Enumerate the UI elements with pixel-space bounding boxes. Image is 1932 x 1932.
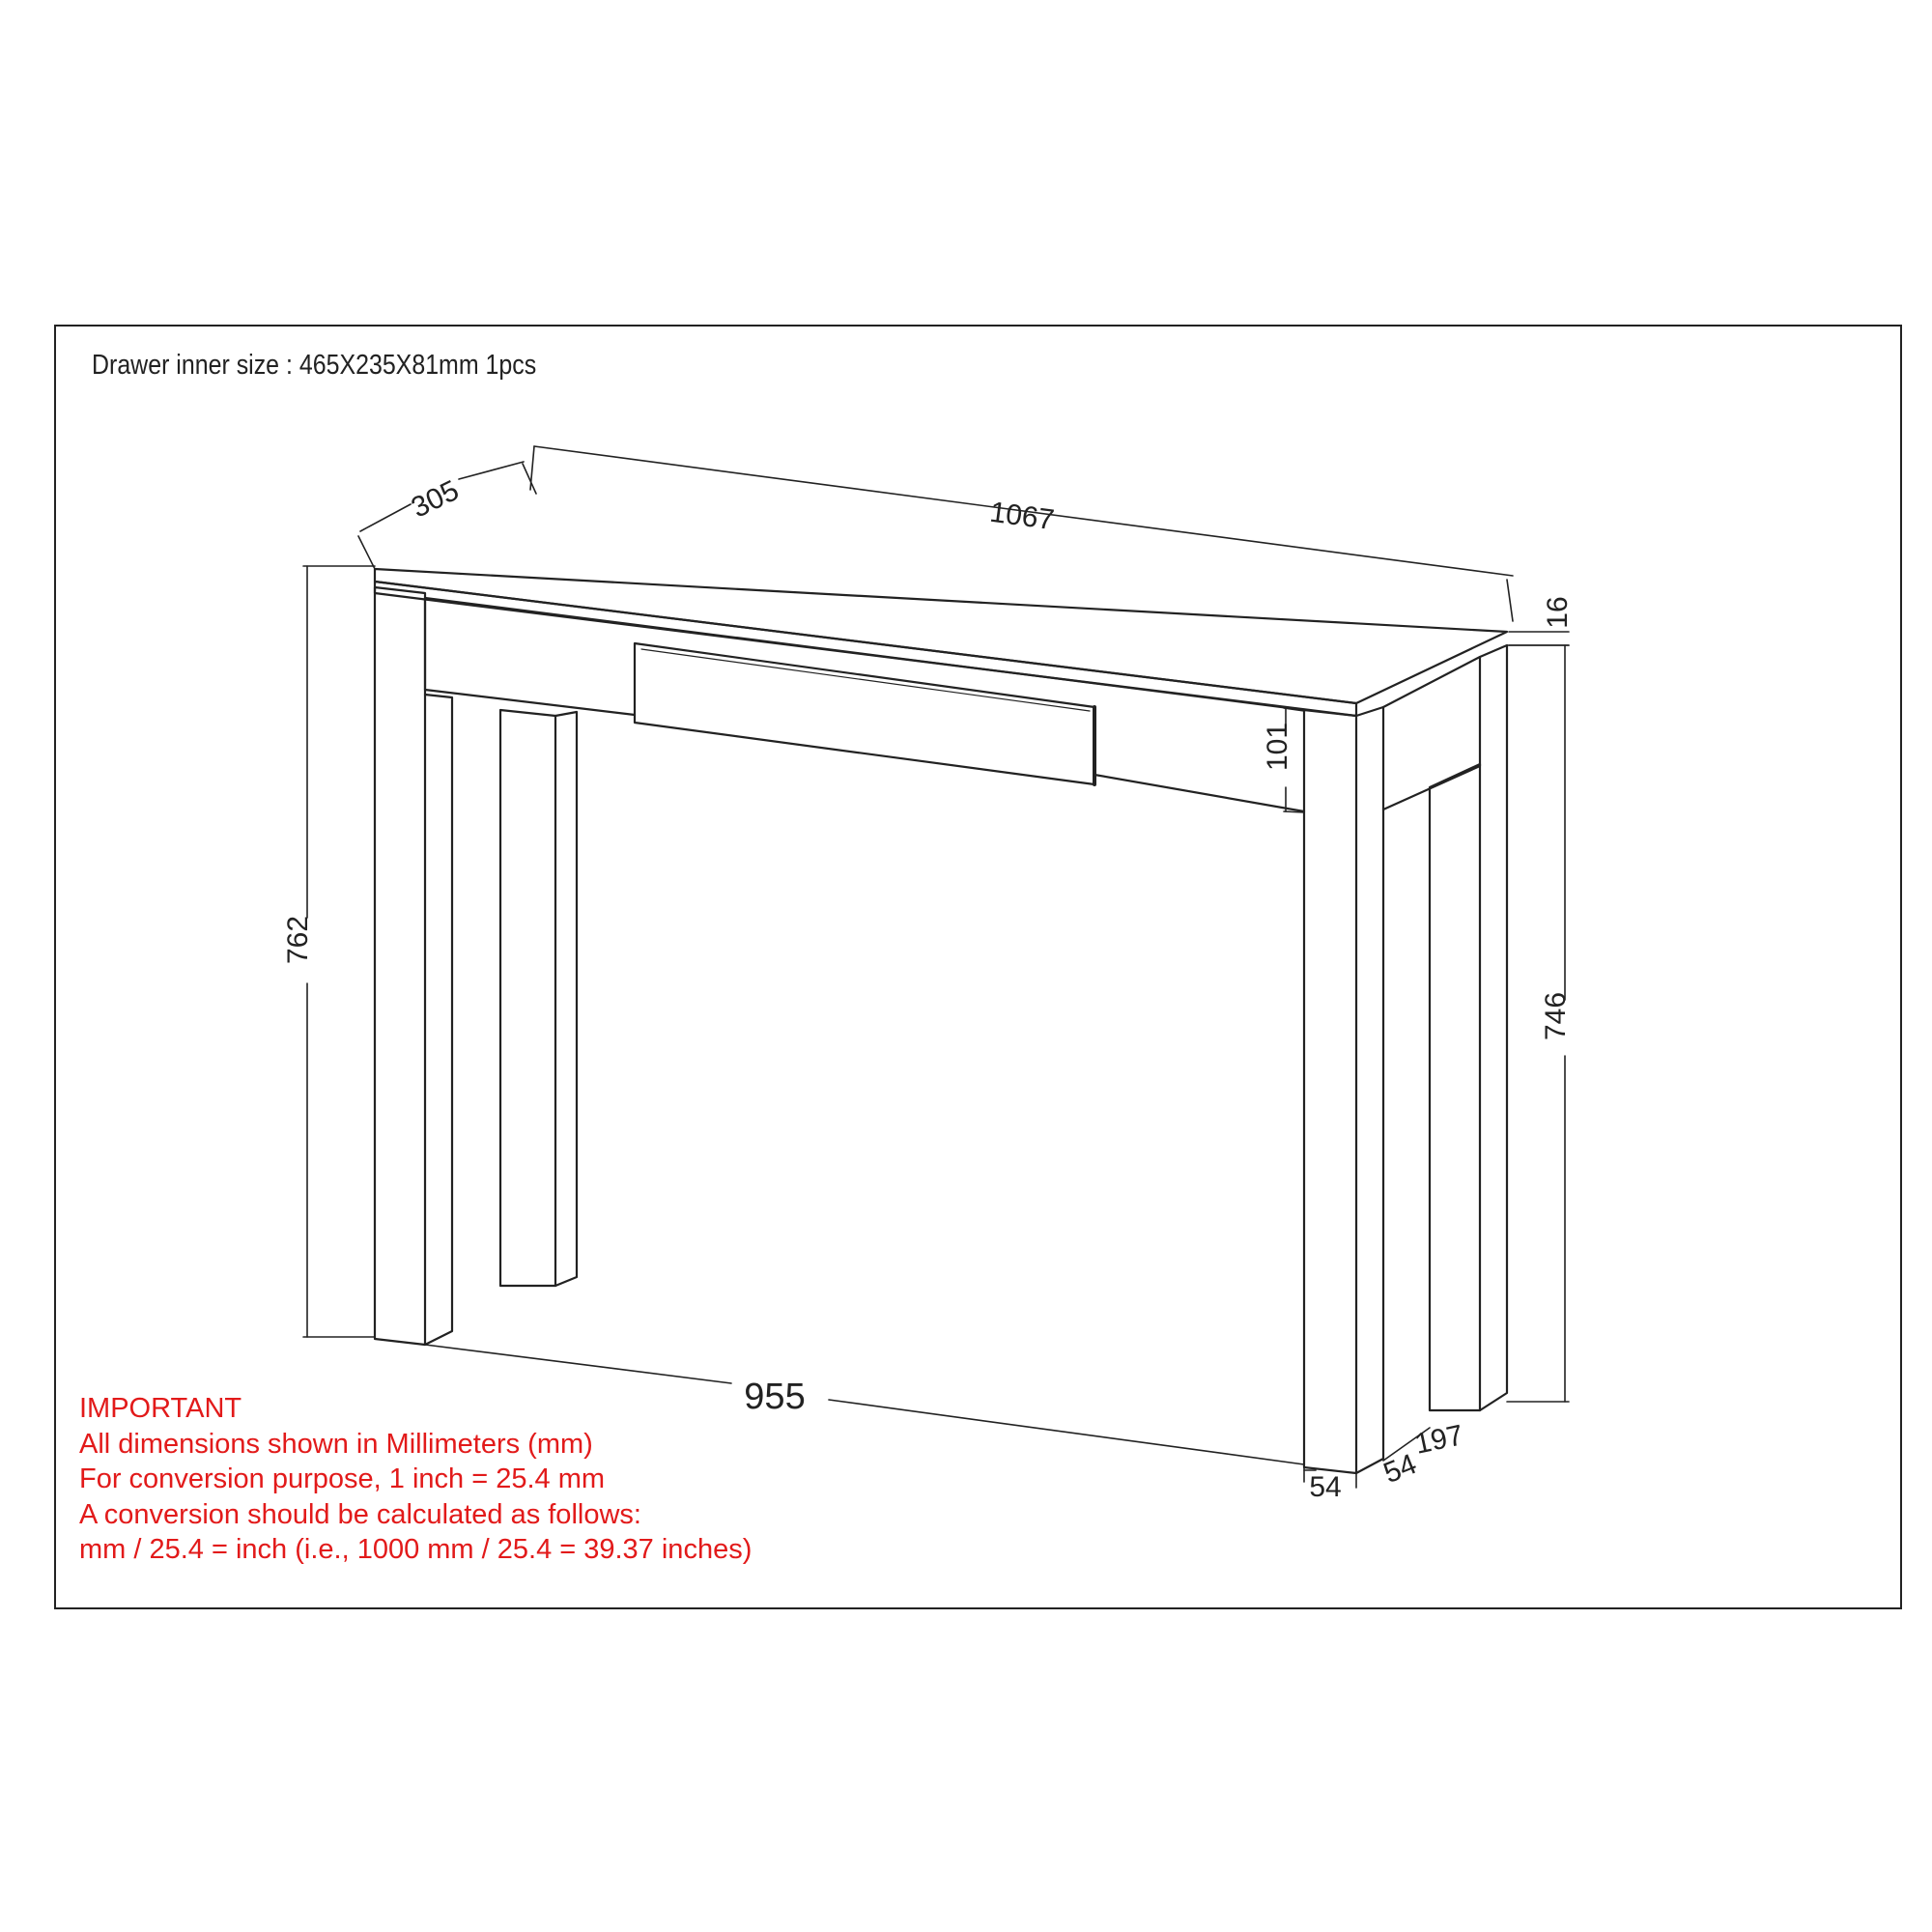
dim-width-label: 1067 — [987, 496, 1057, 537]
drawer-front — [635, 643, 1094, 784]
front-right-leg — [1304, 707, 1383, 1473]
dimension-labels — [282, 474, 1574, 1503]
dim-total-height-label: 762 — [282, 915, 314, 965]
important-notes — [79, 1391, 752, 1568]
dim-leg-height-label: 746 — [1540, 991, 1572, 1041]
dim-leg-depth-label: 54 — [1378, 1448, 1422, 1491]
dim-inner-width-label: 955 — [744, 1377, 806, 1417]
notes-heading: IMPORTANT — [79, 1393, 242, 1424]
notes-line-4: mm / 25.4 = inch (i.e., 1000 mm / 25.4 = 39.37 inches) — [79, 1534, 753, 1565]
drawer-inner-size-label: Drawer inner size : 465X235X81mm 1pcs — [92, 350, 537, 381]
dim-inner-depth-label: 197 — [1411, 1419, 1466, 1461]
notes-line-3: A conversion should be calculated as follows: — [79, 1498, 641, 1530]
dim-apron-height-label: 101 — [1262, 722, 1293, 772]
front-left-leg — [375, 587, 452, 1345]
back-right-leg — [1430, 645, 1507, 1410]
dim-leg-width-label: 54 — [1309, 1471, 1342, 1503]
dim-depth-label: 305 — [406, 474, 465, 525]
front-apron — [425, 598, 1304, 811]
notes-line-1: All dimensions shown in Millimeters (mm) — [79, 1428, 593, 1460]
notes-line-2: For conversion purpose, 1 inch = 25.4 mm — [79, 1463, 606, 1494]
table-top — [375, 569, 1507, 716]
back-left-leg — [500, 710, 577, 1286]
dim-top-thickness-label: 16 — [1542, 596, 1574, 629]
